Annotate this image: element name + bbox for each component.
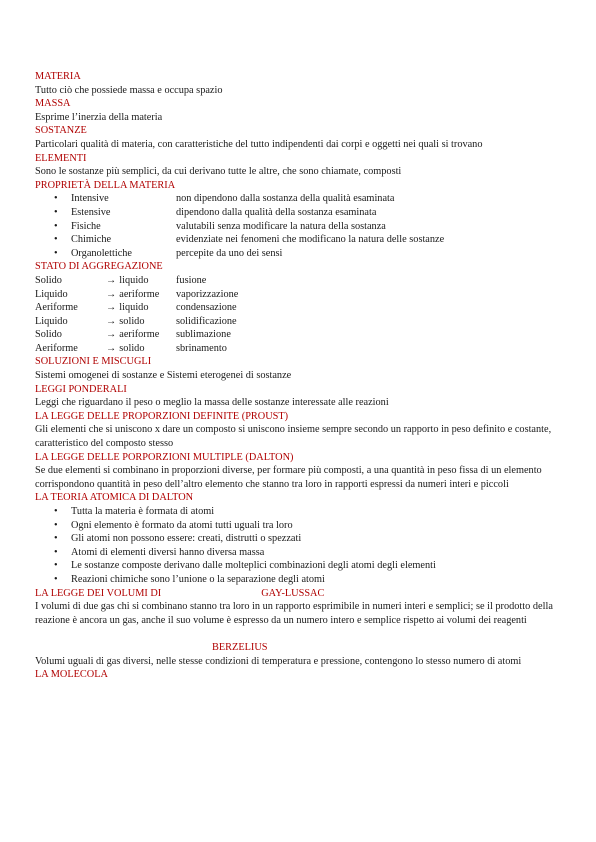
- bullet-icon: •: [54, 193, 58, 205]
- text-sostanze: Particolari qualità di materia, con caratteristiche del tutto indipendenti dai corpi e oggetti nei quali si trovano: [35, 138, 483, 150]
- list-item: [35, 233, 555, 247]
- bullet-icon: •: [54, 573, 58, 585]
- heading-berzelius: BERZELIUS: [212, 641, 268, 653]
- arrow-right-icon: →: [106, 302, 117, 314]
- table-row: [35, 315, 555, 329]
- heading-materia: MATERIA: [35, 71, 81, 82]
- heading-massa: MASSA: [35, 98, 71, 110]
- transition-name: sbrinamento: [176, 342, 227, 354]
- heading-proust: LA LEGGE DELLE PROPORZIONI DEFINITE (PROUST): [35, 410, 289, 422]
- table-row: [35, 274, 555, 288]
- property-desc: percepite da uno dei sensi: [176, 247, 283, 259]
- property-name: Fisiche: [71, 220, 101, 232]
- proprieta-list: [35, 192, 555, 260]
- heading-volumi: [35, 587, 555, 601]
- heading-elementi: ELEMENTI: [35, 152, 87, 164]
- list-item-text: Gli atomi non possono essere: creati, distrutti o spezzati: [71, 533, 302, 545]
- state-to-label: aeriforme: [119, 288, 160, 300]
- text-soluzioni: Sistemi omogenei di sostanze e Sistemi eterogenei di sostanze: [35, 370, 292, 382]
- stato-table: [35, 274, 555, 356]
- bullet-icon: •: [54, 533, 58, 545]
- bullet-icon: •: [54, 247, 58, 259]
- text-proust: Gli elementi che si uniscono x dare un composto si uniscono insieme sempre secondo un rapporto in peso definito e costante, caratteristico del composto stesso: [35, 424, 552, 450]
- heading-soluzioni: SOLUZIONI E MISCUGLI: [35, 356, 152, 368]
- arrow-right-icon: →: [106, 315, 117, 327]
- state-from: Liquido: [35, 315, 68, 327]
- list-item: [35, 532, 555, 546]
- bullet-icon: •: [54, 560, 58, 572]
- table-row: [35, 342, 555, 356]
- bullet-icon: •: [54, 206, 58, 218]
- list-item: [35, 192, 555, 206]
- list-item: [35, 206, 555, 220]
- bullet-icon: •: [54, 234, 58, 246]
- table-row: [35, 288, 555, 302]
- property-desc: valutabili senza modificare la natura della sostanza: [176, 220, 386, 232]
- state-to: [106, 288, 176, 302]
- heading-molecola: LA MOLECOLA: [35, 669, 108, 681]
- property-name: Organolettiche: [71, 247, 132, 259]
- transition-name: solidificazione: [176, 315, 237, 327]
- document-page: [35, 70, 555, 682]
- list-item-text: Le sostanze composte derivano dalle molteplici combinazioni degli atomi degli elementi: [71, 560, 436, 572]
- list-item: [35, 247, 555, 261]
- property-desc: non dipendono dalla sostanza della qualità esaminata: [176, 193, 395, 205]
- transition-name: vaporizzazione: [176, 288, 239, 300]
- state-from: Liquido: [35, 288, 68, 300]
- text-berzelius: Volumi uguali di gas diversi, nelle stesse condizioni di temperatura e pressione, contengono lo stesso numero di atomi: [35, 655, 522, 667]
- bullet-icon: •: [54, 220, 58, 232]
- transition-name: condensazione: [176, 302, 237, 314]
- spacer: [35, 627, 555, 641]
- teoria-list: [35, 505, 555, 587]
- heading-proprieta: PROPRIETÀ DELLA MATERIA: [35, 179, 176, 191]
- state-to: [106, 315, 176, 329]
- heading-leggi-ponderali: LEGGI PONDERALI: [35, 383, 127, 395]
- state-from: Solido: [35, 329, 62, 341]
- bullet-icon: •: [54, 519, 58, 531]
- list-item: [35, 559, 555, 573]
- arrow-right-icon: →: [106, 274, 117, 286]
- property-name: Intensive: [71, 193, 109, 205]
- heading-stato: STATO DI AGGREGAZIONE: [35, 261, 163, 273]
- text-dalton-multiple: Se due elementi si combinano in proporzioni diverse, per formare più composti, a una quantità in peso fissa di un elemento corrispondono quantità in peso dell’altro elemento che stanno tra loro in rapporti espressi da numeri interi e piccoli: [35, 465, 542, 490]
- text-elementi: Sono le sostanze più semplici, da cui derivano tutte le altre, che sono chiamate, composti: [35, 166, 402, 178]
- state-to: [106, 274, 176, 288]
- list-item: [35, 519, 555, 533]
- property-name: Estensive: [71, 206, 111, 218]
- state-from: Solido: [35, 274, 62, 286]
- state-to-label: solido: [119, 315, 145, 327]
- list-item: [35, 573, 555, 587]
- property-name: Chimiche: [71, 234, 112, 246]
- state-to: [106, 328, 176, 342]
- state-from: Aeriforme: [35, 342, 78, 354]
- arrow-right-icon: →: [106, 329, 117, 341]
- text-massa: Esprime l’inerzia della materia: [35, 111, 163, 123]
- transition-name: sublimazione: [176, 329, 231, 341]
- list-item: [35, 546, 555, 560]
- list-item-text: Tutta la materia è formata di atomi: [71, 506, 215, 517]
- bullet-icon: •: [54, 506, 58, 517]
- text-materia: Tutto ciò che possiede massa e occupa spazio: [35, 84, 223, 96]
- state-to: [106, 342, 176, 356]
- heading-volumi-b: GAY-LUSSAC: [261, 587, 325, 599]
- bullet-icon: •: [54, 546, 58, 558]
- list-item: [35, 220, 555, 234]
- text-leggi-ponderali: Leggi che riguardano il peso o meglio la massa delle sostanze interessate alle reazioni: [35, 397, 389, 409]
- table-row: [35, 328, 555, 342]
- state-to-label: aeriforme: [119, 329, 160, 341]
- state-from: Aeriforme: [35, 302, 78, 314]
- text-volumi: I volumi di due gas chi si combinano stanno tra loro in un rapporto esprimibile in numeri interi e semplici; se il prodotto della reazione è ancora un gas, anche il suo volume è espresso da un numero intero e semplice rispetto ai volumi dei reagenti: [35, 601, 553, 626]
- state-to-label: solido: [119, 342, 145, 354]
- table-row: [35, 301, 555, 315]
- state-to-label: liquido: [119, 302, 149, 314]
- list-item-text: Ogni elemento è formato da atomi tutti uguali tra loro: [71, 519, 293, 531]
- list-item-text: Reazioni chimiche sono l’unione o la separazione degli atomi: [71, 573, 325, 585]
- heading-dalton-multiple: LA LEGGE DELLE PORPORZIONI MULTIPLE (DALTON): [35, 451, 294, 463]
- list-item-text: Atomi di elementi diversi hanno diversa massa: [71, 546, 265, 558]
- property-desc: dipendono dalla qualità della sostanza esaminata: [176, 206, 377, 218]
- list-item: [35, 505, 555, 519]
- arrow-right-icon: →: [106, 288, 117, 300]
- heading-volumi-a: LA LEGGE DEI VOLUMI DI: [35, 587, 162, 599]
- state-to-label: liquido: [119, 274, 149, 286]
- arrow-right-icon: →: [106, 342, 117, 354]
- heading-teoria-atomica: LA TEORIA ATOMICA DI DALTON: [35, 492, 194, 504]
- state-to: [106, 301, 176, 315]
- transition-name: fusione: [176, 274, 207, 286]
- heading-sostanze: SOSTANZE: [35, 125, 87, 137]
- property-desc: evidenziate nei fenomeni che modificano la natura delle sostanze: [176, 234, 445, 246]
